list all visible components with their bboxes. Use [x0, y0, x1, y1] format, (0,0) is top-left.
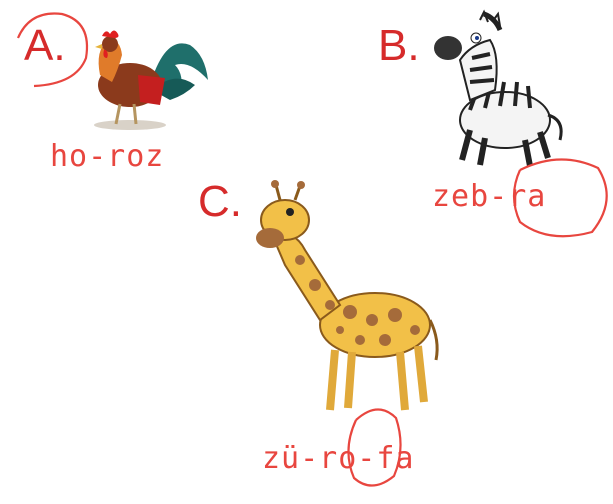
giraffe-illustration	[256, 180, 437, 410]
option-a-word: ho-roz	[50, 139, 165, 174]
circle-around-ra-zebra	[514, 159, 607, 236]
zebra-illustration	[434, 12, 561, 166]
option-c-word: zü-ro-fa	[262, 441, 415, 476]
option-c-letter: C.	[198, 177, 242, 226]
option-a-letter: A.	[24, 21, 66, 70]
circle-around-a	[18, 14, 87, 87]
option-b-letter: B.	[378, 21, 420, 70]
rooster-illustration	[94, 31, 208, 131]
option-b-word: zeb-ra	[432, 179, 547, 214]
circle-around-ro-giraffe	[348, 409, 400, 485]
